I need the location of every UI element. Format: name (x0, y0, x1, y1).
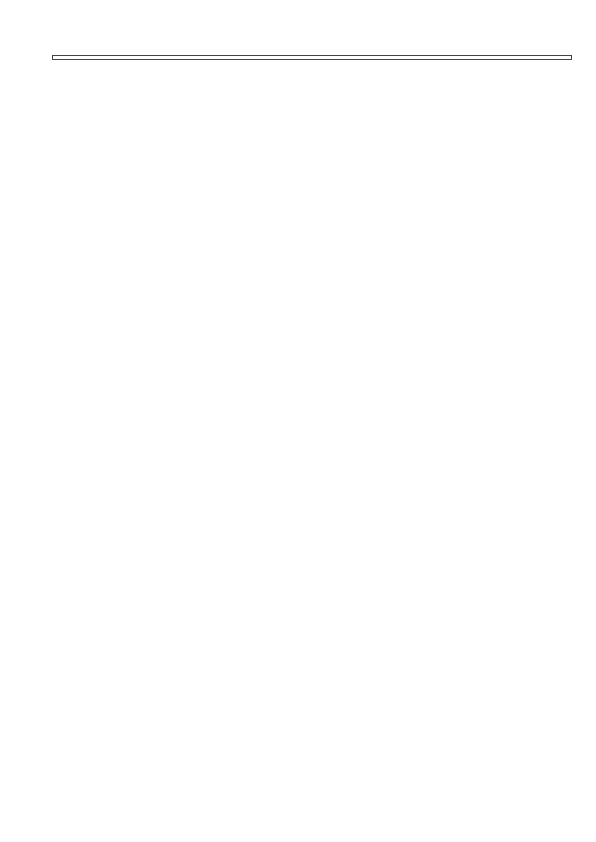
document-content (52, 55, 572, 69)
answer-block-previous (52, 55, 572, 60)
